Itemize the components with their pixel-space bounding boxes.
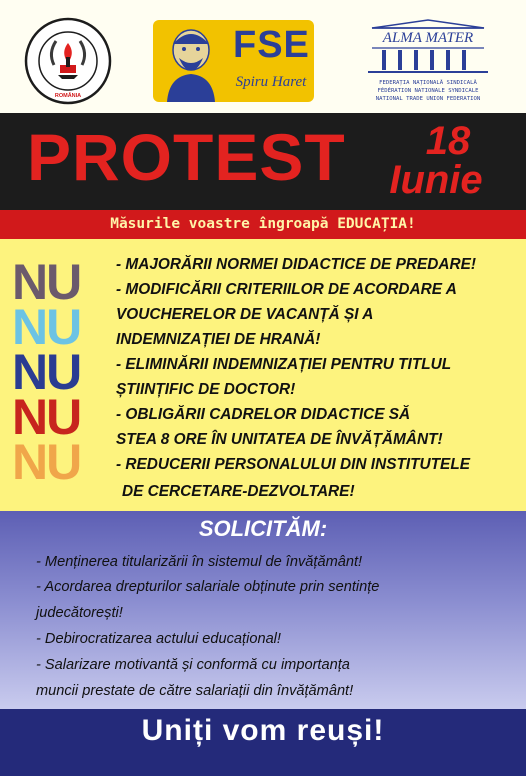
alma-fed-fr: FÉDÉRATION NATIONALE SYNDICALE bbox=[377, 88, 479, 94]
request-line: judecătorești! bbox=[36, 605, 123, 621]
request-line: muncii prestate de către salariații din învățământ! bbox=[36, 683, 354, 699]
nu-word-5: NU bbox=[12, 434, 81, 490]
temple-icon bbox=[348, 18, 508, 78]
protest-title: PROTEST bbox=[27, 120, 346, 194]
request-line: - Menținerea titularizării în sistemul de învățământ! bbox=[36, 554, 363, 570]
alma-mater-logo bbox=[348, 18, 508, 106]
demand-line: - MODIFICĂRII CRITERIILOR DE ACORDARE A bbox=[116, 281, 457, 298]
requests-heading: SOLICITĂM: bbox=[198, 516, 328, 541]
request-line: - Debirocratizarea actului educațional! bbox=[36, 631, 281, 647]
demand-line: - MAJORĂRII NORMEI DIDACTICE DE PREDARE! bbox=[116, 256, 476, 273]
nu-word-2: NU bbox=[12, 299, 81, 355]
demand-line: ȘTIINȚIFIC DE DOCTOR! bbox=[116, 381, 296, 398]
fse-logo bbox=[153, 20, 314, 102]
demand-line: DE CERCETARE-DEZVOLTARE! bbox=[122, 483, 355, 500]
spiru-haret-portrait bbox=[153, 20, 231, 102]
subtitle-text: Măsurile voastre îngroapă EDUCAȚIA! bbox=[110, 216, 416, 232]
footer-slogan: Uniți vom reuși! bbox=[141, 714, 385, 747]
nu-word-1: NU bbox=[12, 254, 81, 310]
nu-word-4: NU bbox=[12, 389, 81, 445]
request-line: - Acordarea drepturilor salariale obținute prin sentințe bbox=[36, 579, 380, 595]
protest-date-day: 18 bbox=[425, 119, 471, 163]
demand-line: VOUCHERELOR DE VACANȚĂ ȘI A bbox=[116, 306, 374, 323]
demand-line: INDEMNIZAȚIEI DE HRANĂ! bbox=[116, 331, 321, 348]
demand-line: - ELIMINĂRII INDEMNIZAȚIEI PENTRU TITLUL bbox=[116, 356, 452, 373]
alma-fed-ro: FEDERAȚIA NAȚIONALĂ SINDICALĂ bbox=[379, 80, 477, 86]
nu-word-3: NU bbox=[12, 344, 81, 400]
fsli-logo bbox=[24, 17, 112, 105]
protest-date-month: Iunie bbox=[389, 158, 483, 202]
alma-fed-en: NATIONAL TRADE UNION FEDERATION bbox=[375, 96, 481, 102]
fse-name: Spiru Haret bbox=[235, 74, 307, 90]
demand-line: STEA 8 ORE ÎN UNITATEA DE ÎNVĂȚĂMÂNT! bbox=[116, 431, 443, 448]
request-line: - Salarizare motivantă și conformă cu importanța bbox=[36, 657, 350, 673]
alma-mater-title: ALMA MATER bbox=[382, 30, 474, 46]
demand-line: - OBLIGĂRII CADRELOR DIDACTICE SĂ bbox=[116, 406, 411, 423]
demand-line: - REDUCERII PERSONALULUI DIN INSTITUTELE bbox=[116, 456, 470, 473]
fse-acronym: FSE bbox=[233, 24, 310, 66]
logo-country: ROMÂNIA bbox=[54, 93, 82, 99]
